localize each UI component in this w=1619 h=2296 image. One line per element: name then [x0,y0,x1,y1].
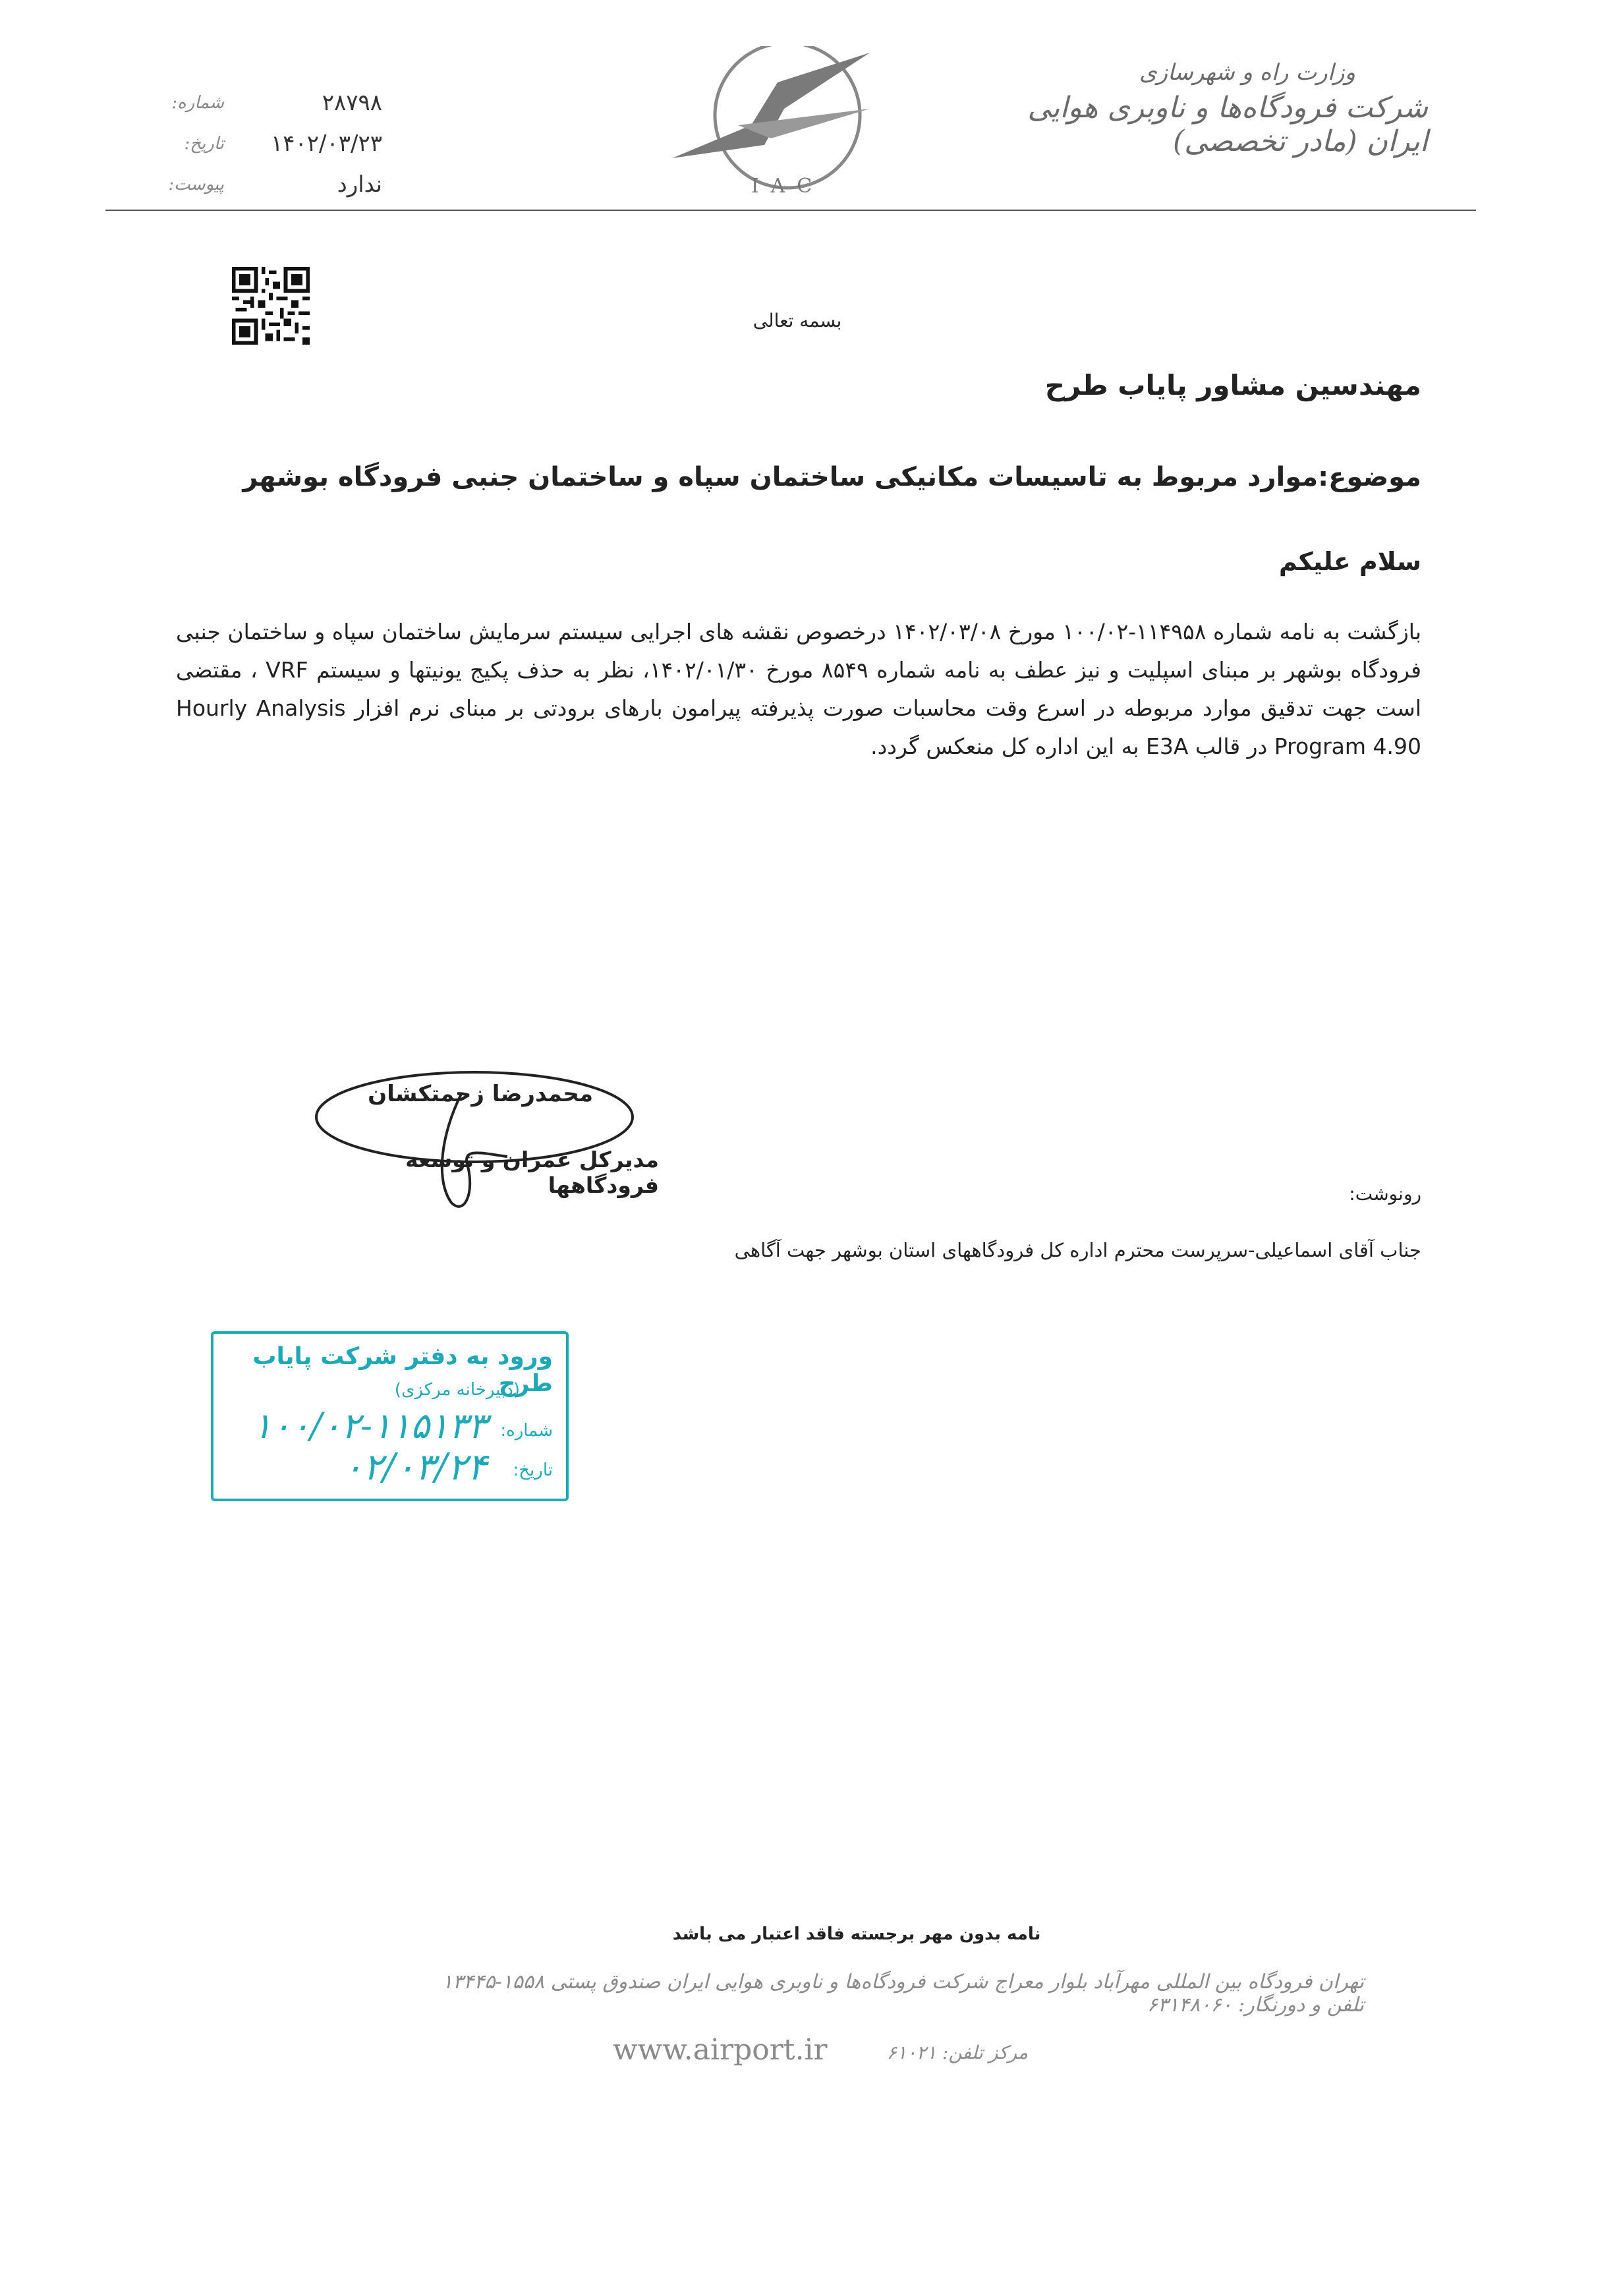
meta-number-row [165,82,402,123]
subject-line: موضوع:موارد مربوط به تاسیسات مکانیکی ساختمان سپاه و ساختمان جنبی فرودگاه بوشهر [242,462,1421,492]
cc-recipient: جناب آقای اسماعیلی-سرپرست محترم اداره کل فرودگاههای استان بوشهر جهت آگاهی [734,1239,1421,1261]
stamp-subtitle: (دبیرخانه مرکزی) [394,1380,520,1400]
footer-address: تهران فرودگاه بین المللی مهرآباد بلوار معراج شرکت فرودگاه‌ها و ناوبری هوایی ایران صندوق پستی ۱۵۵۸-۱۳۴۴۵ تلفن و دورنگار: ۶۳۱۴۸۰۶۰ [441,1970,1364,2017]
validity-note: نامه بدون مهر برجسته فاقد اعتبار می باشد [672,1924,1041,1944]
meta-attachment-row [165,164,402,205]
signer-name: محمدرضا زحمتکشان [368,1081,593,1107]
recipient: مهندسین مشاور پایاب طرح [1044,369,1421,401]
footer-switchboard: مرکز تلفن: ۶۱۰۲۱ [886,2042,1028,2063]
logo-text: IAC [751,175,824,198]
ministry-name: وزارت راه و شهرسازی [1139,59,1355,86]
signature-block [290,1081,659,1198]
cc-label: رونوشت: [1349,1183,1421,1205]
stamp-number-label: شماره: [500,1421,553,1441]
header-divider [105,210,1476,211]
receipt-stamp [211,1331,569,1501]
stamp-number: ۱۰۰/۰۲-۱۱۵۱۳۳ [252,1405,487,1447]
salutation: سلام علیکم [1278,547,1421,576]
signer-title: مدیرکل عمران و توسعه فرودگاهها [405,1147,659,1198]
organization-header [967,59,1428,158]
meta-attachment-label: پیوست: [168,175,224,194]
iac-logo [652,46,890,198]
letter-body: بازگشت به نامه شماره ۱۱۴۹۵۸-۱۰۰/۰۲ مورخ ۱۴۰۲/۰۳/۰۸ درخصوص نقشه های اجرایی سیستم سرمایش ساختمان سپاه و ساختمان جنبی فرودگاه بوشهر بر مبنای اسپلیت و نیز عطف به نامه شماره ۸۵۴۹ مورخ ۱۴۰۲/۰۱/۳۰، نظر به حذف پکیج یونیتها و سیستم VRF ، مقتضی است جهت تدقیق موارد مربوطه در اسرع وقت محاسبات صورت پذیرفته پیرامون بارهای برودتی بر مبنای نرم افزار Hourly Analysis Program 4.90 در قالب E3A به این اداره کل منعکس گردد. [176,619,1421,759]
company-name: شرکت فرودگاه‌ها و ناوبری هوایی ایران (مادر تخصصی) [1027,91,1428,158]
stamp-date: ۰۲/۰۳/۲۴ [343,1446,487,1489]
meta-date-row [165,123,402,164]
stamp-date-label: تاریخ: [513,1460,553,1480]
meta-number-value: ۲۸۷۹۸ [322,90,382,116]
stamp-title: ورود به دفتر شرکت پایاب طرح [252,1343,553,1397]
basmala: بسمه تعالی [753,310,842,331]
meta-date-value: ۱۴۰۲/۰۳/۲۳ [270,130,382,157]
meta-number-label: شماره: [171,93,224,113]
meta-attachment-value: ندارد [337,171,382,198]
letter-meta [165,82,402,205]
qr-code-icon [232,267,310,345]
meta-date-label: تاریخ: [184,134,224,154]
footer-website[interactable]: www.airport.ir [613,2033,828,2067]
